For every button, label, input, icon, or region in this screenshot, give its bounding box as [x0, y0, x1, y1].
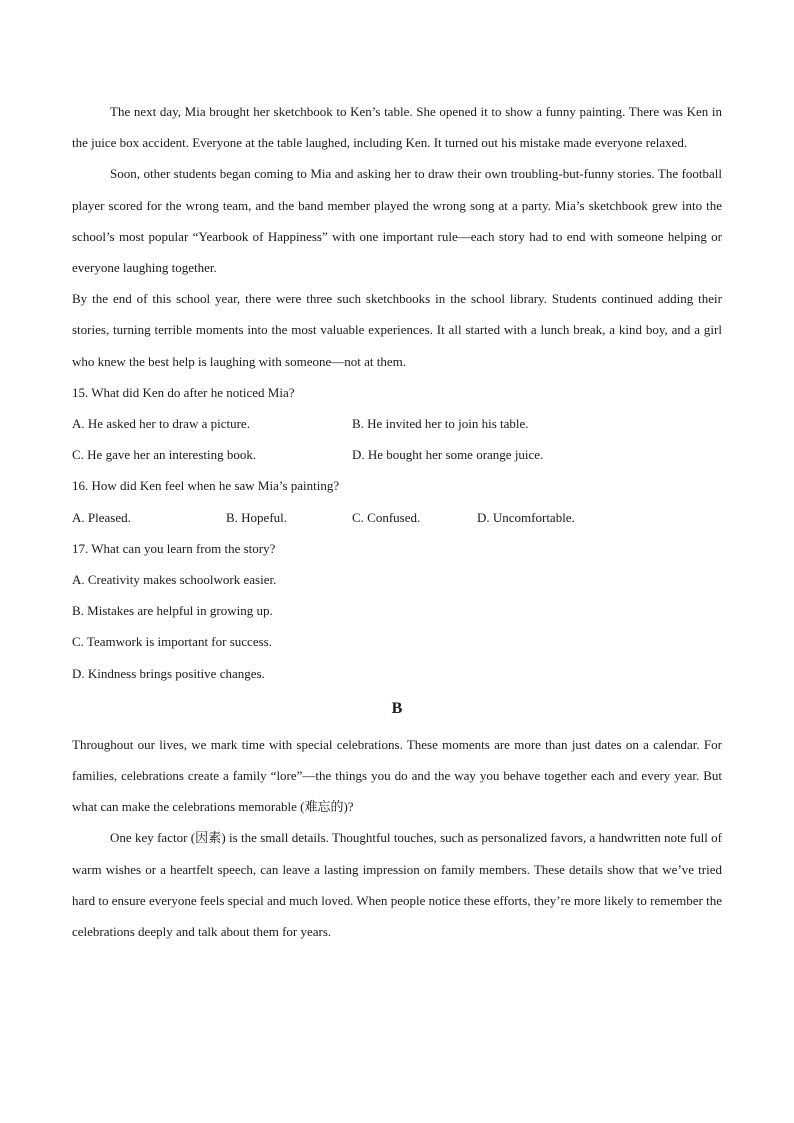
section-b-heading: B — [391, 699, 403, 717]
question-17-option-d: D. Kindness brings positive changes. — [72, 665, 265, 681]
question-16-option-a: A. Pleased. — [72, 509, 131, 525]
question-17-option-a: A. Creativity makes schoolwork easier. — [72, 572, 277, 588]
question-15-option-d: D. He bought her some orange juice. — [352, 447, 544, 463]
question-15-options-row-2 — [72, 439, 722, 470]
question-17-option-b: B. Mistakes are helpful in growing up. — [72, 603, 273, 619]
question-15-options-row-1 — [72, 408, 722, 439]
passage-a-paragraph-3: By the end of this school year, there were three such sketchbooks in the school library. Students continued adding their stories, turning terrible moments into the most valuable experiences. It all started with a lunch break, a kind boy, and a girl who knew the best help is laughing with someone—not at them. — [72, 291, 722, 369]
question-15-option-b: B. He invited her to join his table. — [352, 416, 529, 432]
question-16-option-d: D. Uncomfortable. — [477, 509, 575, 525]
question-16-option-b: B. Hopeful. — [226, 509, 288, 525]
question-16-option-c: C. Confused. — [352, 509, 421, 525]
question-17-option-c: C. Teamwork is important for success. — [72, 634, 272, 650]
question-15-stem: 15. What did Ken do after he noticed Mia? — [72, 384, 295, 400]
document-page — [72, 96, 722, 947]
question-17-stem: 17. What can you learn from the story? — [72, 540, 276, 556]
question-16-options-row — [72, 502, 722, 533]
question-16-stem: 16. How did Ken feel when he saw Mia’s painting? — [72, 478, 340, 494]
passage-a-paragraph-1: The next day, Mia brought her sketchbook to Ken’s table. She opened it to show a funny painting. There was Ken in the juice box accident. Everyone at the table laughed, including Ken. It turned out his mistake made everyone relaxed. — [72, 104, 722, 151]
section-b-paragraph-1: Throughout our lives, we mark time with special celebrations. These moments are more than just dates on a calendar. For families, celebrations create a family “lore”—the things you do and the way you behave together each and every year. But what can make the celebrations memorable (难忘的)? — [72, 736, 722, 815]
question-15-option-c: C. He gave her an interesting book. — [72, 447, 257, 463]
passage-a-paragraph-2: Soon, other students began coming to Mia and asking her to draw their own troubling-but-funny stories. The football player scored for the wrong team, and the band member played the wrong song at a party. Mia’s sketchbook grew into the school’s most popular “Yearbook of Happiness” with one important rule—each story had to end with someone helping or everyone laughing together. — [72, 166, 722, 276]
section-b-paragraph-2: One key factor (因素) is the small details. Thoughtful touches, such as personalized favors, a handwritten note full of warm wishes or a heartfelt speech, can leave a lasting impression on family members. These details show that we’ve tried hard to ensure everyone feels special and much loved. When people notice these efforts, they’re more likely to remember the celebrations deeply and talk about them for years. — [72, 830, 722, 940]
question-15-option-a: A. He asked her to draw a picture. — [72, 416, 250, 432]
